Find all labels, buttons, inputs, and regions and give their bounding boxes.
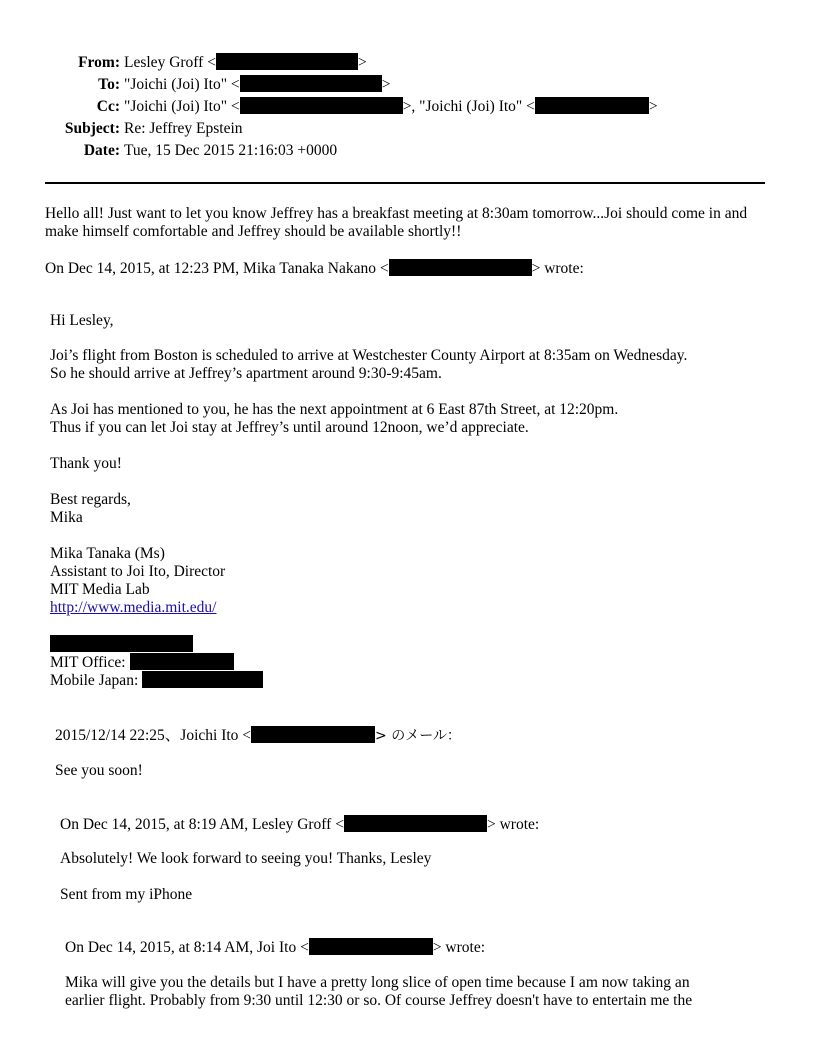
- header-subject-row: [0, 118, 816, 140]
- to-value: [124, 74, 390, 96]
- redacted-phone: [130, 653, 234, 670]
- signature-mobile: [50, 671, 263, 690]
- signature-org: MIT Media Lab: [50, 581, 150, 598]
- date-label: Date:: [83, 142, 120, 159]
- from-value: [124, 52, 367, 74]
- redacted-email: [216, 53, 358, 70]
- intro-line-2: make himself comfortable and Jeffrey should be available shortly!!: [45, 223, 462, 240]
- subject-value: Re: Jeffrey Epstein: [124, 120, 243, 137]
- mobile-label: Mobile Japan:: [50, 672, 139, 689]
- header-to-row: [0, 74, 816, 96]
- quote-header-3: [60, 815, 539, 834]
- mika-signoff: Mika: [50, 509, 83, 526]
- redacted-email: [309, 938, 433, 955]
- lesley-sent-from: Sent from my iPhone: [60, 886, 193, 903]
- to-label: To:: [98, 76, 120, 93]
- mika-paragraph-1-line-1: Joi’s flight from Boston is scheduled to arrive at Westchester County Airport at 8:35am on Wednesday.: [50, 347, 688, 364]
- intro-line-1: Hello all! Just want to let you know Jeffrey has a breakfast meeting at 8:30am tomorrow...Joi should come in and: [45, 205, 748, 222]
- redacted-email: [251, 726, 375, 743]
- quote-header-text: On Dec 14, 2015, at 8:19 AM, Lesley Groff <: [60, 816, 344, 833]
- subject-label: Subject:: [64, 120, 120, 137]
- mika-greeting: Hi Lesley,: [50, 312, 114, 329]
- quote-header-suffix: > のメール：: [375, 728, 461, 744]
- quote-header-text: On Dec 14, 2015, at 12:23 PM, Mika Tanaka Nakano <: [45, 260, 389, 277]
- lesley-reply: Absolutely! We look forward to seeing you! Thanks, Lesley: [60, 850, 432, 867]
- from-label: From:: [78, 54, 120, 71]
- from-close: >: [357, 54, 367, 71]
- to-name: "Joichi (Joi) Ito" <: [124, 76, 240, 93]
- from-name: Lesley Groff <: [124, 54, 216, 71]
- cc-value: [124, 96, 658, 118]
- quote-header-suffix: > wrote:: [531, 260, 584, 277]
- signature-office: [50, 653, 234, 672]
- quote-header-4: [65, 938, 485, 957]
- redacted-email: [344, 815, 487, 832]
- cc-name-2: >, "Joichi (Joi) Ito" <: [402, 98, 535, 115]
- mika-paragraph-1-line-2: So he should arrive at Jeffrey’s apartment around 9:30-9:45am.: [50, 365, 442, 382]
- mika-paragraph-2-line-1: As Joi has mentioned to you, he has the next appointment at 6 East 87th Street, at 12:20pm.: [50, 401, 619, 418]
- signature-name: Mika Tanaka (Ms): [50, 545, 165, 562]
- quote-header-1: [45, 259, 584, 278]
- to-close: >: [381, 76, 391, 93]
- cc-close: >: [648, 98, 658, 115]
- header-date-row: [0, 140, 816, 162]
- header-divider: [45, 182, 765, 184]
- redacted-email: [240, 75, 382, 92]
- quote-header-suffix: > wrote:: [486, 816, 540, 833]
- quote-header-suffix: > wrote:: [432, 939, 486, 956]
- mika-regards: Best regards,: [50, 491, 131, 508]
- signature-url-link[interactable]: http://www.media.mit.edu/: [50, 599, 217, 616]
- joi-original-line-2: earlier flight. Probably from 9:30 until 12:30 or so. Of course Jeffrey doesn't have to entertain me the: [65, 992, 693, 1009]
- quote-header-text: 2015/12/14 22:25、Joichi Ito <: [55, 727, 252, 744]
- mika-thanks: Thank you!: [50, 455, 122, 472]
- redacted-signature-line: [50, 635, 193, 652]
- joi-original-line-1: Mika will give you the details but I have a pretty long slice of open time because I am now taking an: [65, 974, 690, 991]
- header-from-row: [0, 52, 816, 74]
- header-cc-row: [0, 96, 816, 118]
- mika-paragraph-2-line-2: Thus if you can let Joi stay at Jeffrey’s until around 12noon, we’d appreciate.: [50, 419, 529, 436]
- signature-title: Assistant to Joi Ito, Director: [50, 563, 226, 580]
- redacted-email: [240, 97, 403, 114]
- redacted-phone: [142, 671, 263, 688]
- quote-header-text: On Dec 14, 2015, at 8:14 AM, Joi Ito <: [65, 939, 309, 956]
- redacted-email: [389, 259, 532, 276]
- date-value: Tue, 15 Dec 2015 21:16:03 +0000: [124, 142, 338, 159]
- cc-label: Cc:: [96, 98, 120, 115]
- joi-reply: See you soon!: [55, 762, 143, 779]
- office-label: MIT Office:: [50, 654, 126, 671]
- redacted-email: [535, 97, 649, 114]
- cc-name-1: "Joichi (Joi) Ito" <: [124, 98, 240, 115]
- quote-header-2: [55, 726, 461, 745]
